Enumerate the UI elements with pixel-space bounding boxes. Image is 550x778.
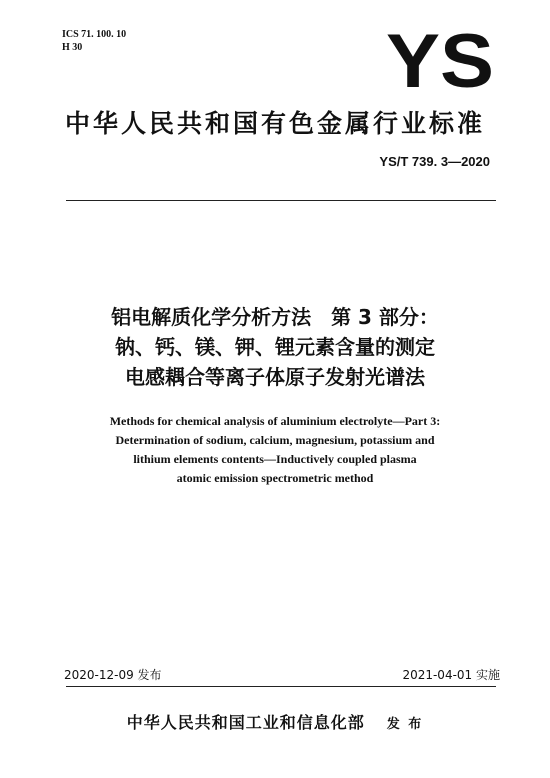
implementation-date: 2021-04-01 实施: [402, 668, 500, 682]
english-title-line: Determination of sodium, calcium, magnesium, potassium and: [115, 433, 435, 447]
chinese-title: [0, 302, 550, 392]
issuer-name: 中华人民共和国工业和信息化部: [126, 713, 365, 732]
ccs-code: H 30: [62, 42, 83, 53]
ics-code: ICS 71. 100. 10: [62, 29, 127, 40]
standard-number: YS/T 739. 3—2020: [379, 154, 490, 169]
english-title-line: lithium elements contents—Inductively coupled plasma: [133, 452, 417, 466]
english-title-line: atomic emission spectrometric method: [176, 471, 374, 485]
footer-divider: [66, 686, 496, 687]
ys-logo: [384, 30, 496, 94]
issuing-body-title: 中华人民共和国有色金属行业标准: [64, 109, 485, 138]
chinese-title-line: 电感耦合等离子体原子发射光谱法: [125, 365, 425, 389]
english-title: [0, 412, 550, 488]
classification-codes: [62, 28, 126, 54]
issue-date: 2020-12-09 发布: [64, 668, 162, 682]
ys-logo-text: YS: [386, 30, 494, 94]
chinese-title-line: 铝电解质化学分析方法 第 3 部分：: [111, 305, 439, 329]
english-title-line: Methods for chemical analysis of aluminium electrolyte—Part 3:: [109, 414, 441, 428]
issue-action: 发 布: [386, 717, 424, 732]
chinese-title-line: 钠、钙、镁、钾、锂元素含量的测定: [115, 335, 435, 359]
issuer-line: [0, 710, 550, 733]
header-divider: [66, 200, 496, 201]
